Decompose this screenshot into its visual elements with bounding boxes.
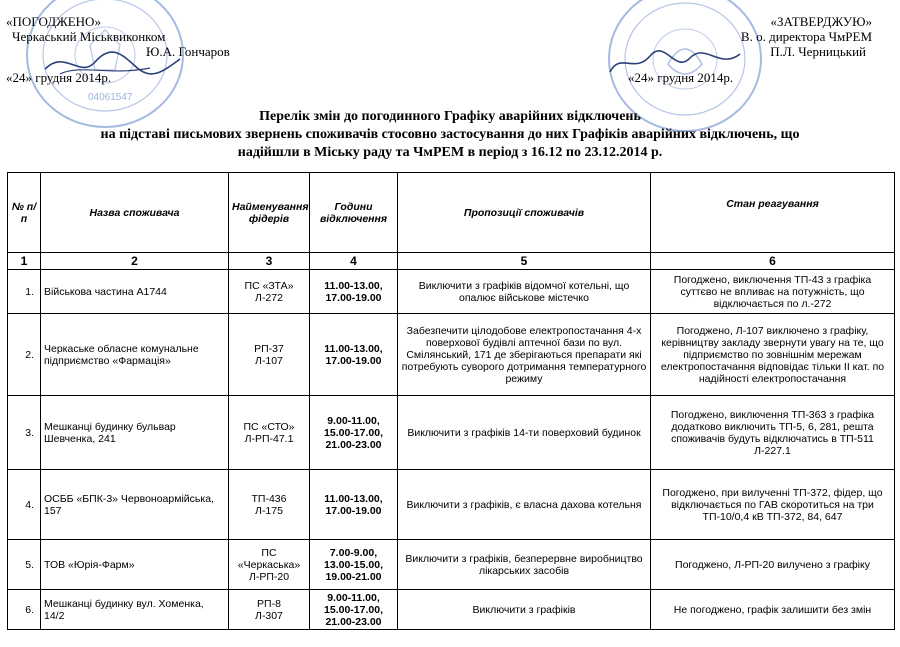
svg-text:04061547: 04061547 [88, 92, 133, 103]
status-cell: Погоджено, Л-107 виключено з графіку, керівництву закладу звернути увагу на те, що підприємство по зовнішнім мережам електропостачання відповідає тільки ІІ кат. по надійності електропостачання [651, 314, 895, 396]
feeder-cell [229, 396, 310, 470]
feeder-cell [229, 590, 310, 630]
status-cell: Погоджено, Л-РП-20 вилучено з графіку [651, 540, 895, 590]
column-number: 3 [229, 253, 310, 270]
consumer-name: Мешканці будинку вул. Хоменка, 14/2 [41, 590, 229, 630]
hours-line: 11.00-13.00, [324, 279, 383, 292]
status-cell: Погоджено, при вилученні ТП-372, фідер, що відключається по ГАВ скоротиться на три ТП-10/0,4 кВ ТП-372, 84, 647 [651, 470, 895, 540]
hours-line: 19.00-21.00 [325, 570, 382, 583]
approval-title-right: «ЗАТВЕРДЖУЮ» [770, 14, 872, 29]
consumer-name: Черкаське обласне комунальне підприємство «Фармація» [41, 314, 229, 396]
hours-line: 11.00-13.00, [324, 492, 383, 505]
proposal-cell: Виключити з графіків, безперервне виробництво лікарських засобів [398, 540, 651, 590]
proposal-cell: Виключити з графіків, є власна дахова котельня [398, 470, 651, 540]
feeder-cell [229, 540, 310, 590]
header-proposals: Пропозиції споживачів [398, 173, 651, 253]
column-number-row [8, 253, 895, 270]
hours-line: 9.00-11.00, [327, 591, 380, 604]
consumer-name: ОСББ «БПК-3» Червоноармійська, 157 [41, 470, 229, 540]
hours-line: 17.00-19.00 [325, 291, 382, 304]
table-row [8, 314, 895, 396]
hours-line: 15.00-17.00, [324, 603, 383, 616]
hours-line: 21.00-23.00 [325, 438, 382, 451]
row-number: 1. [8, 270, 41, 314]
column-number: 1 [8, 253, 41, 270]
table-row [8, 270, 895, 314]
feeder-line: Л-РП-47.1 [244, 432, 294, 445]
approval-date-left: «24» грудня 2014р. [6, 70, 112, 85]
approval-date-right: «24» грудня 2014р. [628, 70, 734, 85]
hours-cell [310, 590, 398, 630]
approval-signer-left: Ю.А. Гончаров [146, 44, 230, 59]
column-number: 5 [398, 253, 651, 270]
status-cell: Погоджено, виключення ТП-363 з графіка додатково виключить ТП-5, 6, 281, решта споживачів будуть відключатись в ТП-511 Л-227.1 [651, 396, 895, 470]
feeder-line: ПС «СТО» [243, 420, 295, 433]
approval-position-right: В. о. директора ЧмРЕМ [740, 29, 872, 44]
row-number: 6. [8, 590, 41, 630]
table-header-row [8, 173, 895, 253]
hours-line: 7.00-9.00, [329, 546, 378, 559]
title-line-1: Перелік змін до погодинного Графіку аварійних відключень [259, 109, 641, 124]
hours-line: 17.00-19.00 [325, 354, 382, 367]
hours-line: 17.00-19.00 [325, 504, 382, 517]
table-row [8, 590, 895, 630]
column-number: 2 [41, 253, 229, 270]
hours-line: 11.00-13.00, [324, 342, 383, 355]
feeder-line: Л-РП-20 [248, 570, 290, 583]
feeder-line: ПС «Черкаська» [237, 546, 301, 571]
hours-line: 9.00-11.00, [327, 414, 380, 427]
table-row [8, 470, 895, 540]
header-status: Стан реагування [651, 173, 895, 253]
feeder-line: Л-107 [255, 354, 283, 367]
feeder-line: ТП-436 [251, 492, 287, 505]
feeder-line: РП-37 [254, 342, 284, 355]
row-number: 3. [8, 396, 41, 470]
hours-cell [310, 470, 398, 540]
changes-table [7, 172, 895, 630]
table-row [8, 540, 895, 590]
status-cell: Не погоджено, графік залишити без змін [651, 590, 895, 630]
hours-cell [310, 396, 398, 470]
feeder-line: РП-8 [257, 597, 281, 610]
header-feeder: Найменування фідерів [229, 173, 310, 253]
column-number: 4 [310, 253, 398, 270]
row-number: 2. [8, 314, 41, 396]
column-number: 6 [651, 253, 895, 270]
document-title [20, 108, 880, 162]
row-number: 4. [8, 470, 41, 540]
proposal-cell: Виключити з графіків [398, 590, 651, 630]
hours-cell [310, 270, 398, 314]
approval-signer-right: П.Л. Черницький [770, 44, 866, 59]
header-num: № п/п [8, 173, 41, 253]
title-line-3: надійшли в Міську раду та ЧмРЕМ в період з 16.12 по 23.12.2014 р. [237, 145, 663, 160]
feeder-cell [229, 314, 310, 396]
hours-cell [310, 314, 398, 396]
header-name: Назва споживача [41, 173, 229, 253]
consumer-name: Військова частина А1744 [41, 270, 229, 314]
header-hours: Години відключення [310, 173, 398, 253]
approval-block-right [741, 14, 872, 59]
proposal-cell: Виключити з графіків 14-ти поверховий будинок [398, 396, 651, 470]
consumer-name: Мешканці будинку бульвар Шевченка, 241 [41, 396, 229, 470]
hours-line: 13.00-15.00, [324, 558, 383, 571]
row-number: 5. [8, 540, 41, 590]
approval-block-left [6, 14, 230, 59]
hours-line: 21.00-23.00 [325, 615, 382, 628]
approval-title-left: «ПОГОДЖЕНО» [6, 14, 101, 29]
feeder-cell [229, 470, 310, 540]
feeder-line: ПС «ЗТА» [244, 279, 294, 292]
proposal-cell: Забезпечити цілодобове електропостачання 4-х поверхової будівлі аптечної бази по вул. Смілянський, 171 де зберігаються препарати які потребують суворого дотримання температурного режиму [398, 314, 651, 396]
consumer-name: ТОВ «Юрія-Фарм» [41, 540, 229, 590]
table-row [8, 396, 895, 470]
feeder-cell [229, 270, 310, 314]
title-line-2: на підставі письмових звернень споживачів стосовно застосування до них Графіків аварійних відключень, що [100, 127, 800, 142]
approval-org-left: Черкаський Міськвиконком [12, 29, 166, 44]
feeder-line: Л-175 [255, 504, 283, 517]
hours-cell [310, 540, 398, 590]
feeder-line: Л-307 [255, 609, 283, 622]
proposal-cell: Виключити з графіків відомчої котельні, що опалює військове містечко [398, 270, 651, 314]
hours-line: 15.00-17.00, [324, 426, 383, 439]
feeder-line: Л-272 [255, 291, 283, 304]
status-cell: Погоджено, виключення ТП-43 з графіка суттєво не впливає на потужність, що відключається по л.-272 [651, 270, 895, 314]
